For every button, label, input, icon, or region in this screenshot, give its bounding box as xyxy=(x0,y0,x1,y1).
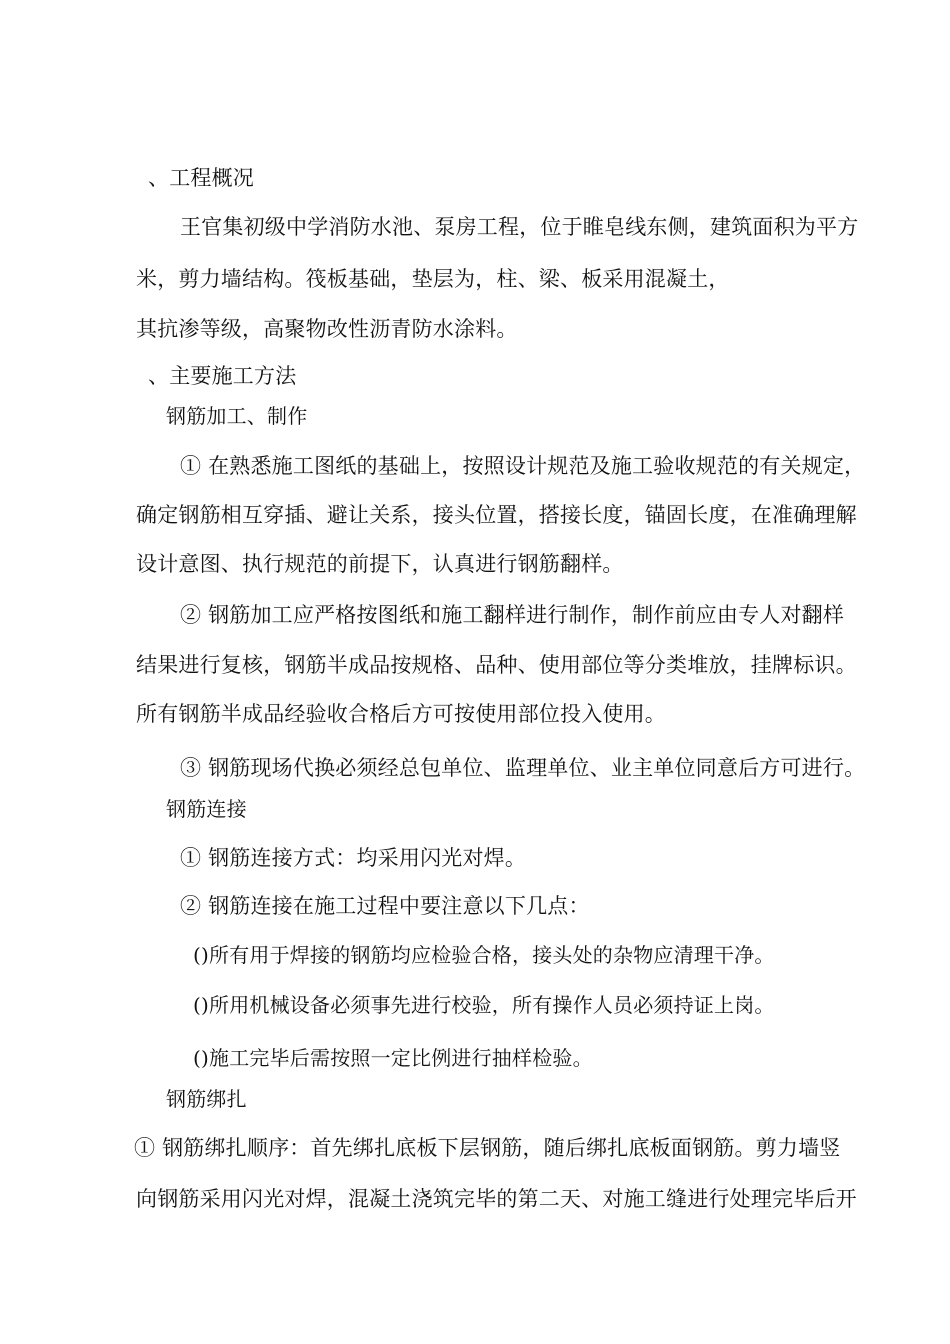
processing-item2-line-3: 所有钢筋半成品经验收合格后方可按使用部位投入使用。 xyxy=(136,702,666,726)
binding-item1-line-2: 向钢筋采用闪光对焊，混凝土浇筑完毕的第二天、对施工缝进行处理完毕后开 xyxy=(136,1187,857,1211)
binding-item1-line-1: ① 钢筋绑扎顺序：首先绑扎底板下层钢筋，随后绑扎底板面钢筋。剪力墙竖 xyxy=(134,1136,841,1160)
connection-item1: ① 钢筋连接方式：均采用闪光对焊。 xyxy=(180,846,527,870)
processing-item1-line-2: 确定钢筋相互穿插、避让关系，接头位置，搭接长度，锚固长度，在准确理解 xyxy=(136,503,857,527)
processing-item2-line-2: 结果进行复核，钢筋半成品按规格、品种、使用部位等分类堆放，挂牌标识。 xyxy=(136,653,857,677)
processing-item3: ③ 钢筋现场代换必须经总包单位、监理单位、业主单位同意后方可进行。 xyxy=(180,756,866,780)
connection-item2: ② 钢筋连接在施工过程中要注意以下几点： xyxy=(180,894,590,918)
subheading-rebar-binding: 钢筋绑扎 xyxy=(166,1087,247,1111)
overview-line-1: 王官集初级中学消防水池、泵房工程，位于睢皂线东侧，建筑面积为平方 xyxy=(180,215,859,239)
connection-point-3: ()施工完毕后需按照一定比例进行抽样检验。 xyxy=(193,1046,593,1070)
connection-point-2: ()所用机械设备必须事先进行校验，所有操作人员必须持证上岗。 xyxy=(193,993,775,1017)
section-heading-overview: 、工程概况 xyxy=(148,166,254,190)
connection-point-1: ()所有用于焊接的钢筋均应检验合格，接头处的杂物应清理干净。 xyxy=(193,943,775,967)
overview-line-2: 米，剪力墙结构。筏板基础，垫层为，柱、梁、板采用混凝土， xyxy=(136,267,730,291)
processing-item1-line-1: ① 在熟悉施工图纸的基础上，按照设计规范及施工验收规范的有关规定， xyxy=(180,454,866,478)
section-heading-methods: 、主要施工方法 xyxy=(148,364,297,388)
processing-item1-line-3: 设计意图、执行规范的前提下，认真进行钢筋翻样。 xyxy=(136,552,624,576)
subheading-rebar-processing: 钢筋加工、制作 xyxy=(166,404,308,428)
overview-line-3: 其抗渗等级，高聚物改性沥青防水涂料。 xyxy=(136,317,518,341)
processing-item2-line-1: ② 钢筋加工应严格按图纸和施工翻样进行制作，制作前应由专人对翻样 xyxy=(180,603,845,627)
subheading-rebar-connection: 钢筋连接 xyxy=(166,797,247,821)
